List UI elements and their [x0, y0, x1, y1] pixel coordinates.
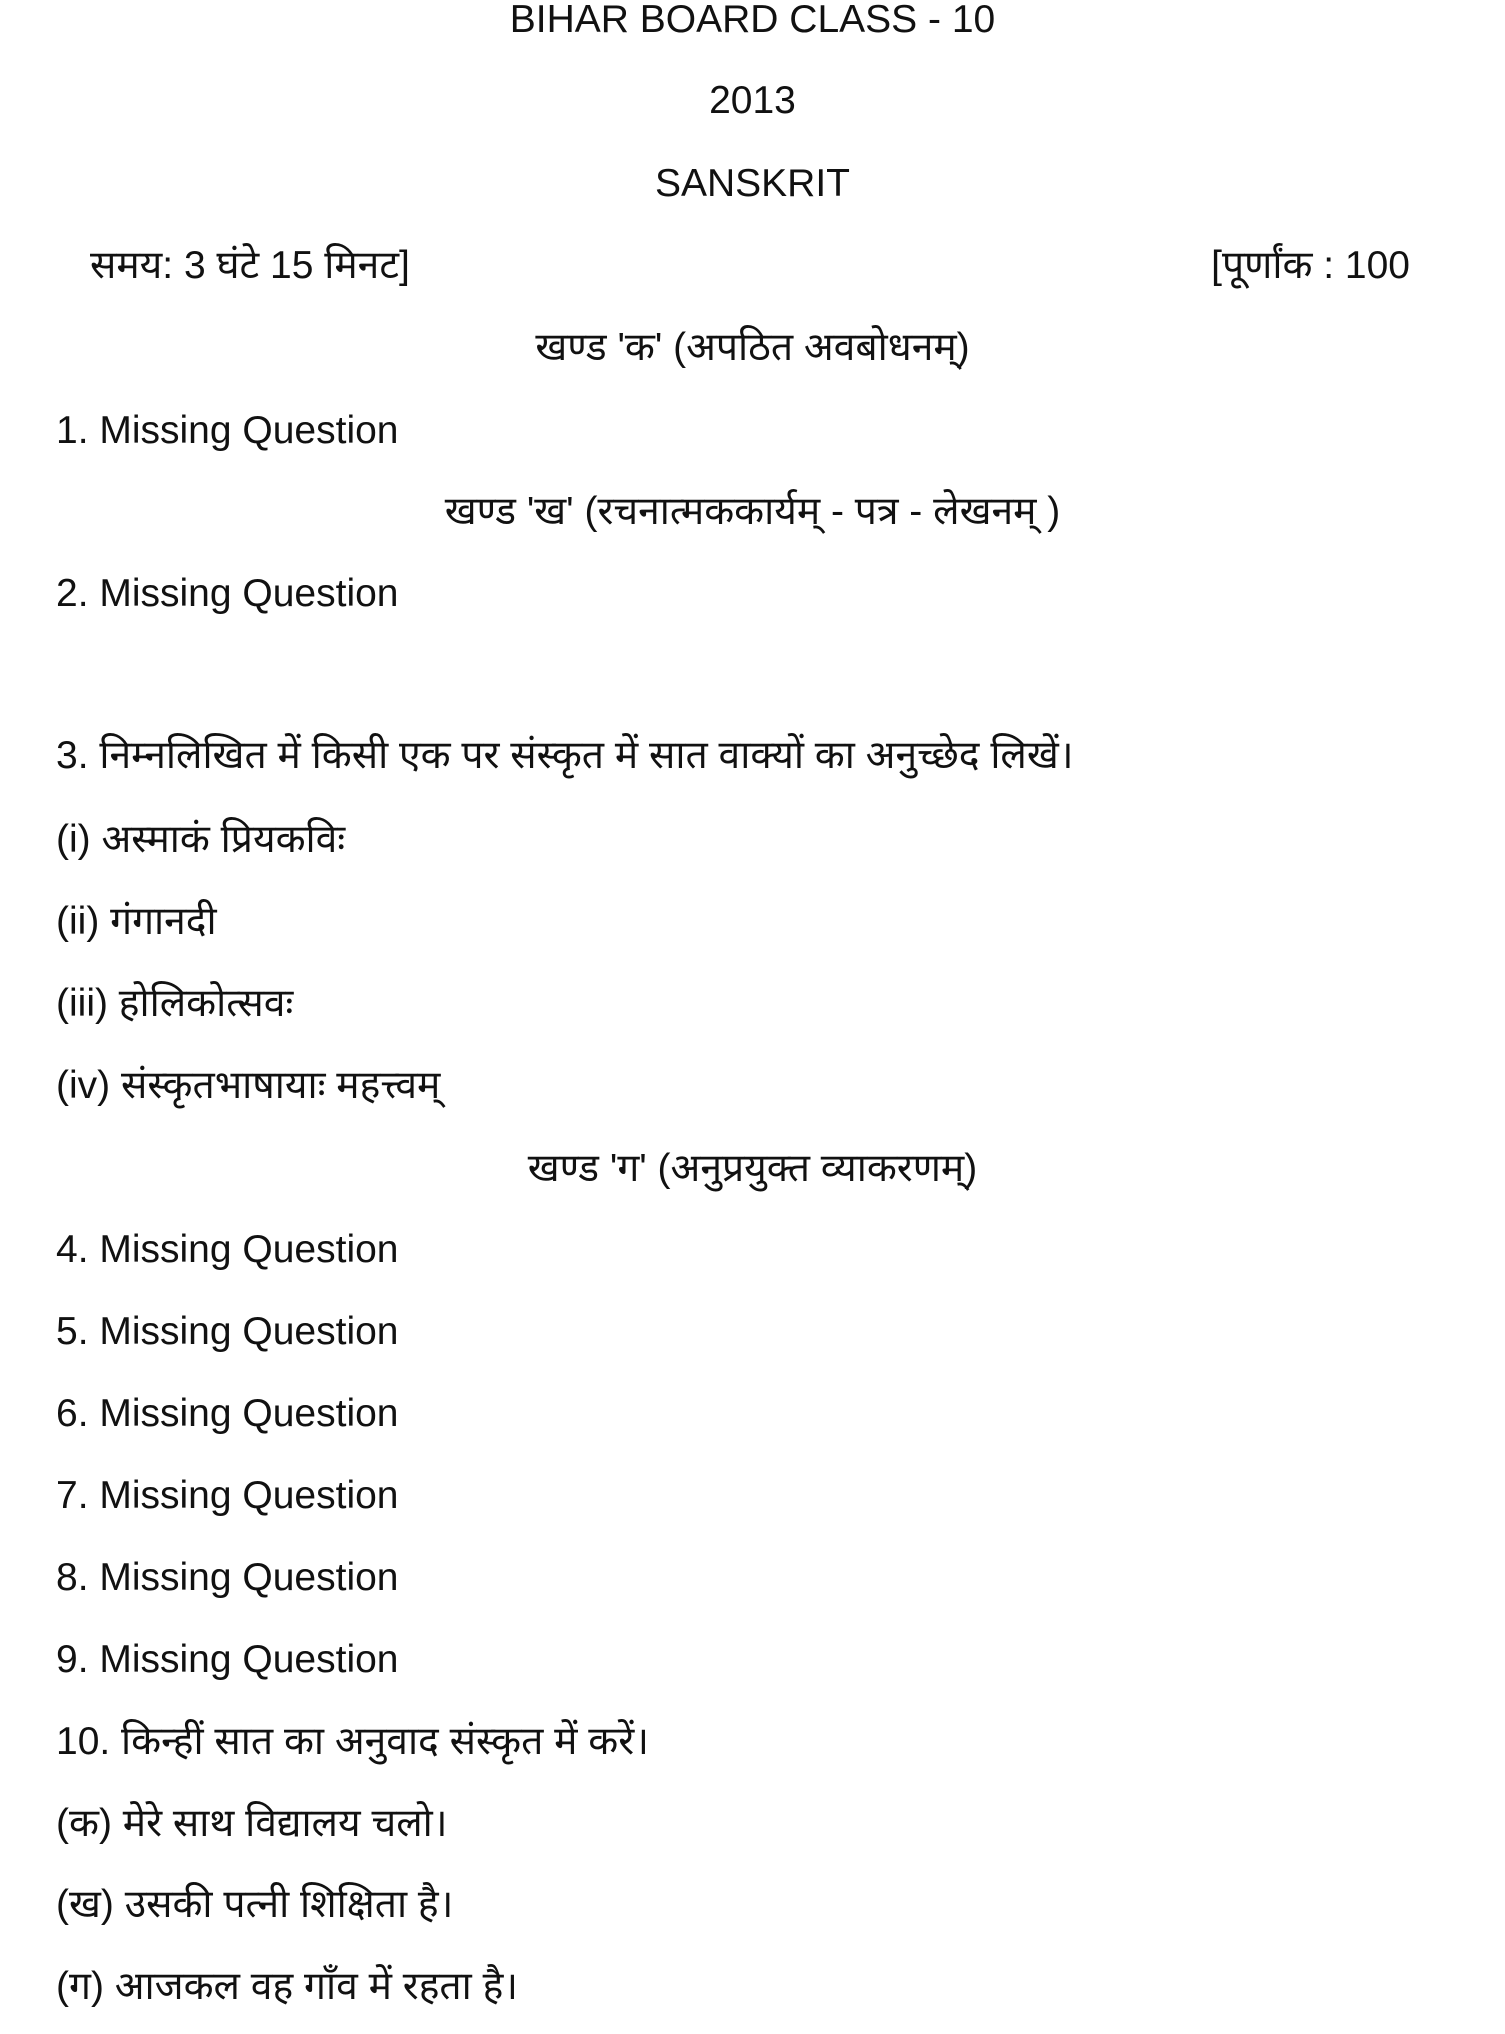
subject-title: SANSKRIT [654, 162, 851, 205]
question-2: 2. Missing Question [56, 572, 399, 615]
question-4: 4. Missing Question [56, 1228, 399, 1271]
section-heading-ka: खण्ड 'क' (अपठित अवबोधनम्) [535, 326, 970, 369]
question-6: 6. Missing Question [56, 1392, 399, 1435]
question-10: 10. किन्हीं सात का अनुवाद संस्कृत में करें। [56, 1720, 649, 1763]
question-1: 1. Missing Question [56, 409, 399, 452]
question-3-option: (ii) गंगानदी [56, 900, 217, 943]
question-7: 7. Missing Question [56, 1474, 399, 1517]
full-marks: [पूर्णांक : 100 [1211, 244, 1410, 287]
question-3: 3. निम्नलिखित में किसी एक पर संस्कृत में सात वाक्यों का अनुच्छेद लिखें। [56, 734, 1074, 777]
question-10-option: (ख) उसकी पत्नी शिक्षिता है। [56, 1883, 454, 1926]
time-allowed: समय: 3 घंटे 15 मिनट] [90, 244, 410, 287]
question-3-option: (iii) होलिकोत्सवः [56, 982, 294, 1025]
question-3-option: (iv) संस्कृतभाषायाः महत्त्वम् [56, 1064, 441, 1107]
section-heading-ga: खण्ड 'ग' (अनुप्रयुक्त व्याकरणम्) [527, 1147, 978, 1190]
exam-year: 2013 [709, 79, 796, 122]
question-5: 5. Missing Question [56, 1310, 399, 1353]
board-title: BIHAR BOARD CLASS - 10 [509, 0, 996, 41]
question-10-option: (क) मेरे साथ विद्यालय चलो। [56, 1802, 448, 1845]
question-8: 8. Missing Question [56, 1556, 399, 1599]
question-10-option: (ग) आजकल वह गाँव में रहता है। [56, 1965, 519, 2008]
question-9: 9. Missing Question [56, 1638, 399, 1681]
section-heading-kha: खण्ड 'ख' (रचनात्मककार्यम् - पत्र - लेखनम् ) [444, 490, 1061, 533]
question-3-option: (i) अस्माकं प्रियकविः [56, 818, 346, 861]
